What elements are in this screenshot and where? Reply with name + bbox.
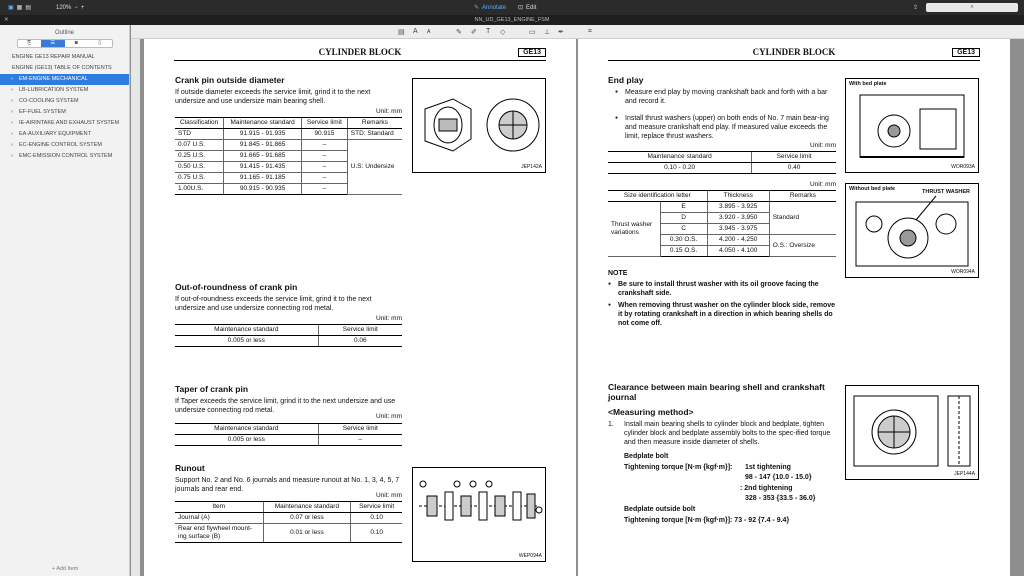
pen-icon: ✎ [474,5,480,11]
share-icon[interactable]: ⇪ [913,5,919,11]
table-cell: C [660,224,707,235]
table-cell: – [301,151,347,162]
torque-step: : 2nd tightening [740,485,793,492]
table-cell: 0.005 or less [175,435,318,446]
section-title: Crank pin outside diameter [175,75,285,85]
scroll-rail[interactable] [131,39,140,576]
table-header: Item [175,502,263,513]
crop-icon[interactable]: ⌗ [588,28,592,35]
section-code: GE13 [518,48,546,57]
grid-view-icon[interactable]: ▦ [16,5,23,11]
table-cell: 91.845 - 91.865 [224,140,302,151]
crank-pin-table [175,117,402,195]
table-cell: Standard [769,202,836,235]
section-title: Out-of-roundness of crank pin [175,282,298,292]
highlight-icon[interactable]: ᴀ [427,28,431,35]
table-header: Classification [175,118,224,129]
section-title: Runout [175,463,205,473]
annotate-button[interactable] [474,3,506,12]
outline-list [0,52,129,162]
outline-sidebar [0,25,130,576]
table-cell: O.S.: Oversize [769,235,836,257]
table-cell: – [301,140,347,151]
sidebar-header: Outline [54,30,74,36]
figure-code: JEP144A [954,471,975,477]
figure-code: JEP142A [521,164,542,170]
bullet-text: ● Install thrust washers (upper) on both ends of No. 7 main bear-ing and measure crankshaft end play. If measured value exceeds the limit, replace thrust washers. [625,114,836,141]
step-number: 1. [608,421,614,428]
table-header: Size identification letter [608,191,707,202]
table-cell: 4.050 - 4.100 [707,246,769,257]
signature-icon[interactable]: ✒ [558,29,564,36]
unit-label: Unit: mm [376,413,402,420]
table-header: Service limit [351,502,402,513]
section-text: Support No. 2 and No. 6 journals and measure runout at No. 1, 3, 4, 5, 7 journals and rear end. [175,477,400,493]
with-bed-plate-figure [845,78,979,173]
figure-caption: Without bed plate [849,186,896,192]
document-tab[interactable] [0,15,1024,25]
outline-item[interactable]: › LB-LUBRICATION SYSTEM [0,85,129,96]
list-view-icon[interactable]: ▤ [25,5,32,11]
stamp-icon[interactable]: ⊥ [544,29,551,36]
edit-button[interactable] [518,3,536,12]
edit-icon: ⊡ [518,5,524,11]
table-cell: 90.915 - 90.935 [224,184,302,195]
engine-block-diagram [846,79,978,172]
figure-code: WOR094A [951,269,975,275]
header-rule [174,60,546,61]
unit-label: Unit: mm [810,142,836,149]
section-text: If out-of-roundness exceeds the service limit, grind it to the next undersize and use undersize connecting rod metal. [175,296,372,312]
section-text: If outside diameter exceeds the service limit, grind it to the next undersize and use undersize main bearing shell. [175,89,371,105]
out-of-roundness-table [175,324,402,347]
table-cell: Thrust washer variations [608,202,660,257]
crankshaft-runout-diagram [413,468,545,548]
zoom-out-button[interactable]: − [74,4,78,11]
thrust-washer-table [608,190,836,257]
table-cell: 0.06 [318,336,402,347]
title-bar [0,0,1024,15]
taper-table [175,423,402,446]
text-icon[interactable]: T [486,28,491,35]
thrust-washer-diagram [846,184,978,277]
section-title: Taper of crank pin [175,384,249,394]
table-header: Service limit [752,152,836,163]
search-input[interactable] [926,3,1018,12]
table-header: Service limit [318,325,402,336]
annotate-label: Annotate [482,4,507,11]
runout-figure [412,467,546,562]
torque-value: 98 - 147 {10.0 - 15.0} [745,474,812,481]
sidebar-mode-selector [17,39,113,48]
table-cell: U.S: Undersize [347,140,402,195]
outline-item-selected[interactable]: › EM-ENGINE MECHANICAL [0,74,129,85]
user-tab-icon[interactable]: ◙ [74,40,78,46]
bolt-label: Bedplate bolt [624,453,669,460]
note-title: NOTE [608,270,628,277]
table-cell: 0.07 U.S. [175,140,224,151]
table-cell: – [318,435,402,446]
crank-pin-figure [412,78,546,173]
table-cell: 0.10 [351,513,402,524]
tab-title: NN_UD_GE13_ENGINE_FSM [474,17,550,23]
table-cell: 1.00U.S. [175,184,224,195]
runout-table [175,501,402,543]
page-tab-icon[interactable]: ▯ [98,40,102,46]
close-tab-icon[interactable]: ✕ [4,17,9,23]
note-bullet: ● When removing thrust washer on the cylinder block side, remove it by rotating crankshaft in a direction in which bearing shells do not come off. [618,301,840,328]
torque-step: 1st tightening [745,464,791,471]
unit-label: Unit: mm [376,492,402,499]
table-cell: 0.25 U.S. [175,151,224,162]
table-cell: 4.200 - 4.250 [707,235,769,246]
table-cell: STD [175,129,224,140]
crankshaft-diagram [413,79,545,172]
section-code: GE13 [952,48,980,57]
sidebar-toggle-icon[interactable]: ▣ [8,5,14,11]
bookmark-tab-icon[interactable]: ⎘ [27,40,32,46]
annotation-toolbar [131,25,1024,39]
unit-label: Unit: mm [810,181,836,188]
figure-code: WEP094A [518,553,542,559]
table-cell: 0.40 [752,163,836,174]
unit-label: Unit: mm [376,315,402,322]
bullet-text: ● Measure end play by moving crankshaft back and forth with a bar and record it. [625,88,836,106]
outline-item[interactable]: › EA-AUXILIARY EQUIPMENT [0,129,129,140]
outline-item[interactable]: › EMC-EMISSION CONTROL SYSTEM [0,151,129,162]
page-left [144,39,576,576]
view-controls [8,3,31,12]
page-right [578,39,1010,576]
section-title: End play [608,75,644,85]
table-cell: 91.915 - 91.935 [224,129,302,140]
text-style-icon[interactable]: A [413,28,418,35]
table-cell: – [301,173,347,184]
outline-item[interactable]: ENGINE (GE13) TABLE OF CONTENTS [12,65,112,71]
table-cell: E [660,202,707,213]
table-cell: 91.415 - 91.435 [224,162,302,173]
search-icon: ⌕ [970,4,974,10]
table-cell: – [301,162,347,173]
page-header: CYLINDER BLOCK [752,47,836,57]
table-header: Maintenance standard [175,325,318,336]
header-rule [608,60,980,61]
table-cell: 0.50 U.S. [175,162,224,173]
end-play-table [608,151,836,174]
outline-item[interactable]: › EC-ENGINE CONTROL SYSTEM [0,140,129,151]
note-bullet: ● Be sure to install thrust washer with its oil groove facing the crankshaft side. [618,280,840,298]
main-bearing-diagram [846,386,978,479]
table-cell: 3.895 - 3.925 [707,202,769,213]
table-cell: 90.915 [301,129,347,140]
add-item-button[interactable]: + Add Item [51,566,79,572]
section-title: Clearance between main bearing shell and crankshaft journal [608,382,825,402]
step-text: Install main bearing shells to cylinder block and bedplate, tighten cylinder block and bedplate assembly bolts to the spec-ified torque and then measure inside diameter of shells. [624,421,831,446]
zoom-control [56,3,84,12]
comment-icon[interactable]: ▭ [529,29,536,36]
text-box-icon[interactable]: ▤ [398,29,405,36]
without-bed-plate-figure [845,183,979,278]
section-text: If Taper exceeds the service limit, grind it to the next undersize and use undersize connecting rod metal. [175,398,396,414]
table-header: Thickness [707,191,769,202]
outline-item[interactable]: › EF-FUEL SYSTEM [0,107,129,118]
outline-item[interactable]: ENGINE GE13 REPAIR MANUAL [12,54,95,60]
figure-caption: With bed plate [849,81,887,87]
table-header: Maintenance standard [224,118,302,129]
table-cell: D [660,213,707,224]
table-cell: 3.920 - 3.950 [707,213,769,224]
figure-label: THRUST WASHER [922,189,970,195]
table-header: Maintenance standard [608,152,752,163]
table-cell: 0.10 - 0.20 [608,163,752,174]
table-cell: 91.665 - 91.685 [224,151,302,162]
outline-item[interactable]: › IE-AIRINTAKE AND EXHAUST SYSTEM [0,118,129,129]
main-bearing-figure [845,385,979,480]
table-cell: Rear end flywheel mount-ing surface (B) [175,524,263,543]
torque-label: Tightening torque [N·m {kgf·m}]: [624,464,733,471]
bolt-label: Bedplate outside bolt [624,506,696,513]
table-header: Remarks [769,191,836,202]
table-cell: 3.945 - 3.975 [707,224,769,235]
table-cell: 0.75 U.S. [175,173,224,184]
table-cell: 0.005 or less [175,336,318,347]
table-cell: 0.07 or less [263,513,351,524]
pencil-icon[interactable]: ✎ [456,29,462,36]
shapes-icon[interactable]: ◇ [500,29,506,36]
table-header: Maintenance standard [175,424,318,435]
outline-item[interactable]: › CO-COOLING SYSTEM [0,96,129,107]
table-header: Service limit [318,424,402,435]
page-header: CYLINDER BLOCK [318,47,402,57]
table-cell: Journal (A) [175,513,263,524]
table-header: Service limit [301,118,347,129]
table-cell: 0.15 O.S. [660,246,707,257]
table-cell: STD: Standard [347,129,402,140]
table-cell: 0.30 O.S. [660,235,707,246]
pen-icon[interactable]: ✐ [471,29,477,36]
torque-value: 328 - 353 {33.5 - 36.0} [745,495,816,502]
zoom-in-button[interactable]: + [80,4,85,11]
table-header: Maintenance standard [263,502,351,513]
table-cell: 0.10 [351,524,402,543]
table-cell: 0.01 or less [263,524,351,543]
table-cell: 91.165 - 91.185 [224,173,302,184]
unit-label: Unit: mm [376,108,402,115]
zoom-level[interactable]: 120% [56,4,72,11]
torque-label: Tightening torque [N·m {kgf·m}]: 73 - 92 {7.4 - 9.4} [624,517,790,524]
edit-label: Edit [526,4,537,11]
table-cell: – [301,184,347,195]
table-header: Remarks [347,118,402,129]
figure-code: WOR093A [951,164,975,170]
outline-tab-icon[interactable]: ☰ [41,40,65,47]
subsection-title: <Measuring method> [608,407,694,417]
